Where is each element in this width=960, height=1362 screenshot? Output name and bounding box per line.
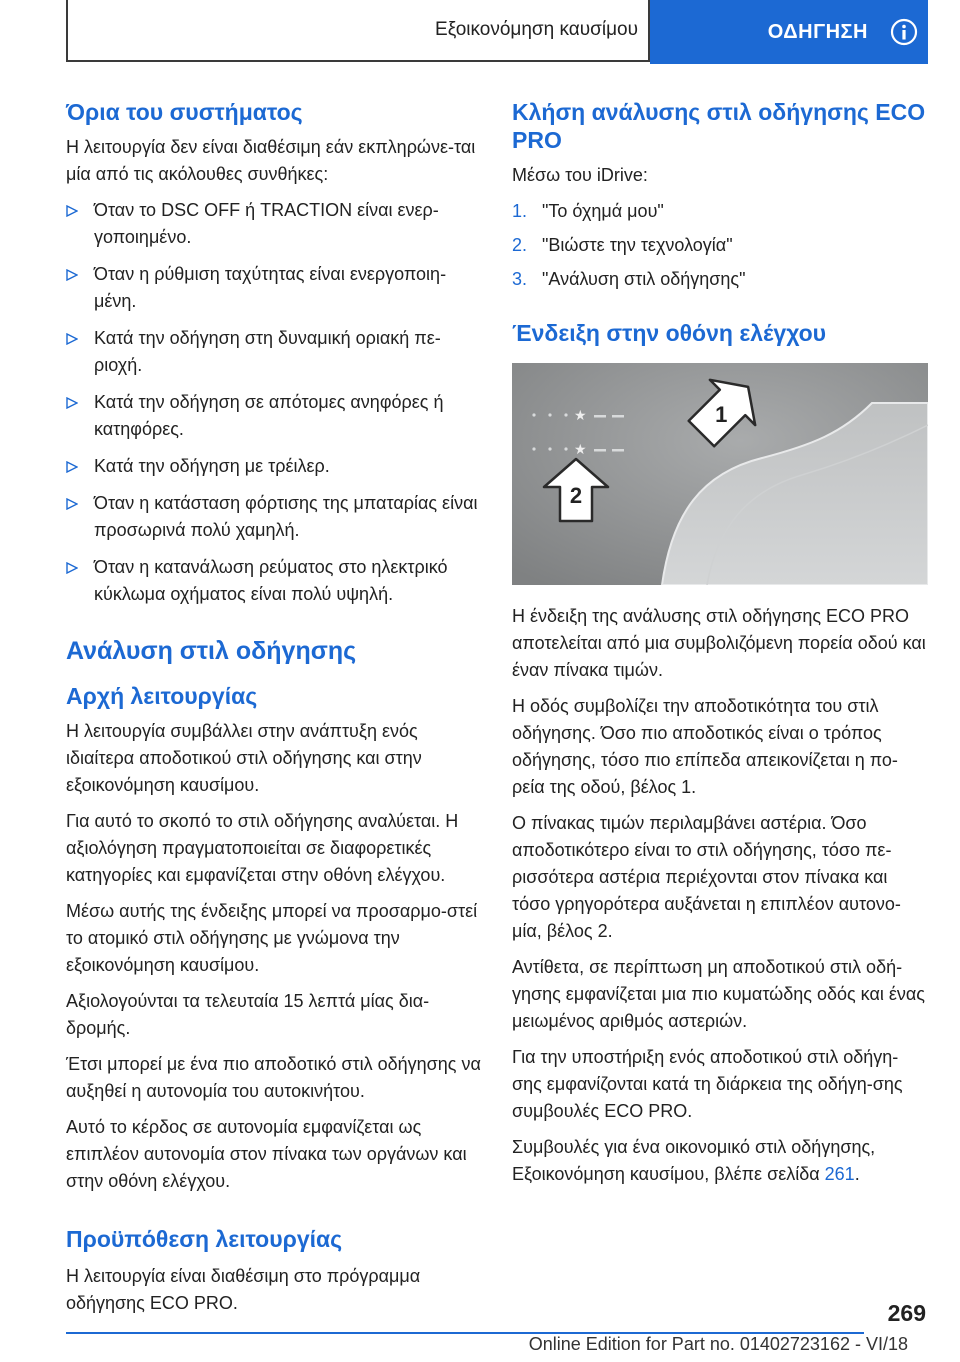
conditions-list <box>66 197 486 608</box>
triangle-bullet-icon <box>66 397 78 409</box>
list-item <box>512 232 928 259</box>
principle-heading: Αρχή λειτουργίας <box>66 683 258 709</box>
step-number: 2. <box>512 235 528 255</box>
eco-pro-display-figure <box>512 363 928 585</box>
display-paragraph: Η ένδειξη της ανάλυσης στιλ οδήγησης ECO PRO αποτελείται από μια συμβολιζόμενη πορεία οδού και έναν πίνακα τιμών. <box>512 606 926 680</box>
call-heading: Κλήση ανάλυσης στιλ οδήγησης ECO PRO <box>512 99 926 153</box>
list-item <box>512 266 928 293</box>
reference-text: Συμβουλές για ένα οικονομικό στιλ οδήγησης, Εξοικονόμηση καυσίμου, βλέπε σελίδα <box>512 1137 876 1184</box>
list-item-text: Όταν η ρύθμιση ταχύτητας είναι ενεργοποιη-μένη. <box>94 264 447 311</box>
arrow-1-label: 1 <box>715 401 728 427</box>
steps-list <box>512 198 928 293</box>
left-column <box>66 98 486 1326</box>
list-item <box>66 325 486 379</box>
display-heading: Ένδειξη στην οθόνη ελέγχου <box>512 320 827 346</box>
triangle-bullet-icon <box>66 205 78 217</box>
list-item <box>66 453 486 480</box>
display-paragraph: Η οδός συμβολίζει την αποδοτικότητα του στιλ οδήγησης. Όσο πιο αποδοτικός είναι ο τρόπος οδήγησης, τόσο πιο επίπεδα απεικονίζεται η πο-ρεία της οδού, βέλος 1. <box>512 696 898 797</box>
list-item <box>66 554 486 608</box>
triangle-bullet-icon <box>66 333 78 345</box>
step-text: "Βιώστε την τεχνολογία" <box>542 235 733 255</box>
display-paragraph: Ο πίνακας τιμών περιλαμβάνει αστέρια. Όσο αποδοτικότερο είναι το στιλ οδήγησης, τόσο πε-ρισσότερα αστέρια περιέχονται στον πίνακα και τόσο γρηγορότερα αυξάνεται η επιπλέον αυτονο-μία, βέλος 2. <box>512 813 901 941</box>
principle-paragraph: Η λειτουργία συμβάλλει στην ανάπτυξη ενός ιδιαίτερα αποδοτικού στιλ οδήγησης και στην εξοικονόμηση καυσίμου. <box>66 721 422 795</box>
list-item-text: Όταν η κατανάλωση ρεύματος στο ηλεκτρικό κύκλωμα οχήματος είναι πολύ υψηλή. <box>94 557 448 604</box>
eco-pro-illustration <box>512 363 928 585</box>
list-item <box>66 197 486 251</box>
chapter-tab[interactable] <box>650 0 928 64</box>
limits-heading: Όρια του συστήματος <box>66 99 303 125</box>
list-item <box>512 198 928 225</box>
reference-end: . <box>854 1164 860 1184</box>
triangle-bullet-icon <box>66 461 78 473</box>
principle-paragraph: Μέσω αυτής της ένδειξης μπορεί να προσαρμο-στεί το ατομικό στιλ οδήγησης με γνώμονα την εξοικονόμηση καυσίμου. <box>66 901 478 975</box>
requirement-paragraph: Η λειτουργία είναι διαθέσιμη στο πρόγραμμα οδήγησης ECO PRO. <box>66 1266 421 1313</box>
chapter-title: ΟΔΗΓΗΣΗ <box>767 20 868 43</box>
list-item <box>66 261 486 315</box>
list-item <box>66 490 486 544</box>
display-paragraph: Για την υποστήριξη ενός αποδοτικού στιλ οδήγη-σης εμφανίζονται κατά τη διάρκεια της οδήγη-σης συμβουλές ECO PRO. <box>512 1047 903 1121</box>
triangle-bullet-icon <box>66 562 78 574</box>
triangle-bullet-icon <box>66 498 78 510</box>
page-link[interactable]: 261 <box>824 1164 855 1184</box>
call-intro: Μέσω του iDrive: <box>512 165 648 185</box>
step-number: 3. <box>512 269 528 289</box>
triangle-bullet-icon <box>66 269 78 281</box>
step-text: "Το όχημά μου" <box>542 201 664 221</box>
list-item-text: Κατά την οδήγηση στη δυναμική οριακή πε-ριοχή. <box>94 328 441 375</box>
section-title: Εξοικονόμηση καυσίμου <box>66 0 650 62</box>
list-item-text: Όταν το DSC OFF ή TRACTION είναι ενερ-γοποιημένο. <box>94 200 439 247</box>
display-paragraph: Αντίθετα, σε περίπτωση μη αποδοτικού στιλ οδή-γησης εμφανίζεται μια πιο κυματώδης οδός και ένας μειωμένος αριθμός αστεριών. <box>512 957 925 1031</box>
list-item-text: Κατά την οδήγηση σε απότομες ανηφόρες ή κατηφόρες. <box>94 392 444 439</box>
edition-text: Online Edition for Part no. 01402723162 - VI/18 <box>528 1334 908 1354</box>
list-item-text: Όταν η κατάσταση φόρτισης της μπαταρίας είναι προσωρινά πολύ χαμηλή. <box>94 493 478 540</box>
analysis-heading: Ανάλυση στιλ οδήγησης <box>66 637 357 665</box>
limits-intro: Η λειτουργία δεν είναι διαθέσιμη εάν εκπληρώνε-ται μία από τις ακόλουθες συνθήκες: <box>66 137 476 184</box>
step-number: 1. <box>512 201 528 221</box>
step-text: "Ανάλυση στιλ οδήγησης" <box>542 269 746 289</box>
right-column <box>512 98 928 1197</box>
info-icon[interactable] <box>890 18 918 46</box>
svg-text:★: ★ <box>574 442 587 458</box>
principle-paragraph: Αξιολογούνται τα τελευταία 15 λεπτά μίας δια-δρομής. <box>66 991 430 1038</box>
reference-paragraph <box>512 1134 928 1188</box>
list-item-text: Κατά την οδήγηση με τρέιλερ. <box>94 456 330 476</box>
svg-text:★: ★ <box>574 408 587 424</box>
page-header <box>66 0 928 64</box>
principle-paragraph: Αυτό το κέρδος σε αυτονομία εμφανίζεται ως επιπλέον αυτονομία στον πίνακα των οργάνων και στην οθόνη ελέγχου. <box>66 1117 467 1191</box>
list-item <box>66 389 486 443</box>
arrow-2-label: 2 <box>569 483 583 508</box>
principle-paragraph: Για αυτό το σκοπό το στιλ οδήγησης αναλύεται. Η αξιολόγηση πραγματοποιείται σε διαφορετικές κατηγορίες και εμφανίζεται στην οθόνη ελέγχου. <box>66 811 459 885</box>
principle-paragraph: Έτσι μπορεί με ένα πιο αποδοτικό στιλ οδήγησης να αυξηθεί η αυτονομία του αυτοκινήτου. <box>66 1054 481 1101</box>
page-number: 269 <box>887 1300 926 1326</box>
requirement-heading: Προϋπόθεση λειτουργίας <box>66 1226 343 1252</box>
